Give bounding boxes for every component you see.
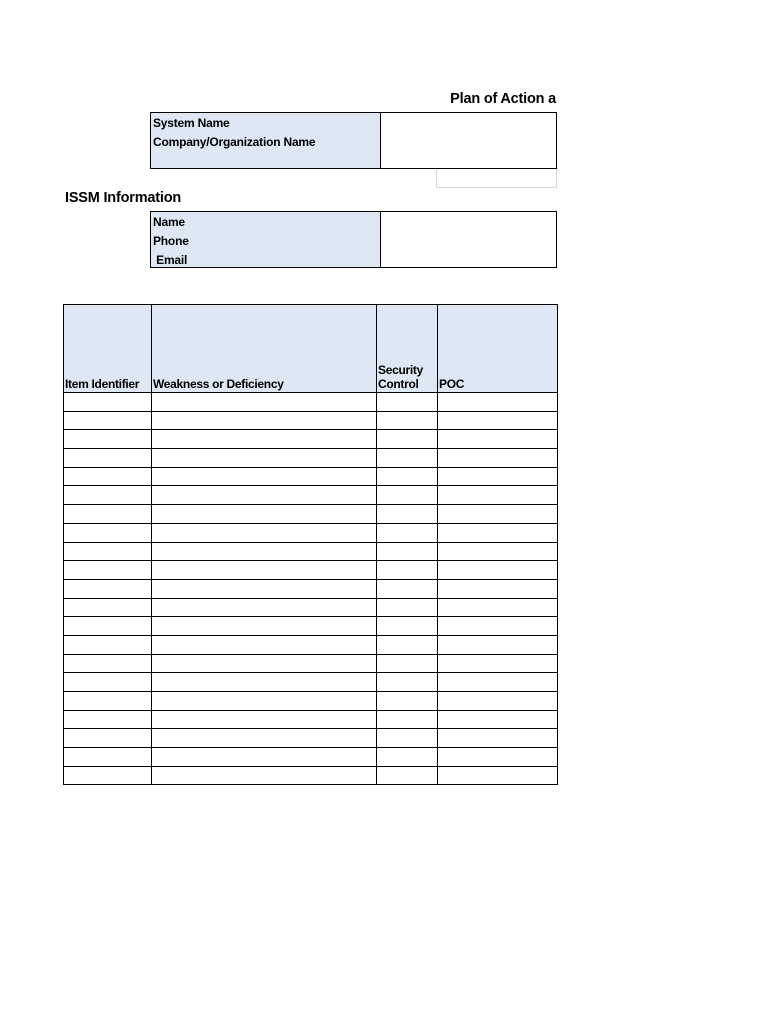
- cell-weakness[interactable]: [152, 561, 377, 580]
- cell-item-identifier[interactable]: [64, 505, 152, 524]
- cell-weakness[interactable]: [152, 654, 377, 673]
- table-row: [64, 579, 558, 598]
- cell-item-identifier[interactable]: [64, 598, 152, 617]
- table-row: [64, 729, 558, 748]
- system-info-box: [150, 112, 557, 169]
- system-info-value-cell[interactable]: [381, 113, 556, 168]
- table-row: [64, 561, 558, 580]
- issm-email-label: Email: [153, 253, 188, 267]
- cell-weakness[interactable]: [152, 766, 377, 785]
- cell-weakness[interactable]: [152, 748, 377, 767]
- cell-poc[interactable]: [438, 692, 558, 711]
- cell-poc[interactable]: [438, 766, 558, 785]
- cell-poc[interactable]: [438, 635, 558, 654]
- cell-security-control[interactable]: [377, 505, 438, 524]
- cell-poc[interactable]: [438, 430, 558, 449]
- cell-poc[interactable]: [438, 617, 558, 636]
- column-header-security-control: Security Control: [377, 305, 438, 393]
- issm-section-title: ISSM Information: [65, 190, 182, 206]
- cell-item-identifier[interactable]: [64, 542, 152, 561]
- cell-poc[interactable]: [438, 467, 558, 486]
- cell-security-control[interactable]: [377, 692, 438, 711]
- issm-info-value-cell[interactable]: [381, 212, 556, 267]
- cell-security-control[interactable]: [377, 486, 438, 505]
- cell-poc[interactable]: [438, 505, 558, 524]
- issm-info-labels: [151, 212, 381, 267]
- cell-item-identifier[interactable]: [64, 729, 152, 748]
- cell-poc[interactable]: [438, 542, 558, 561]
- cell-security-control[interactable]: [377, 523, 438, 542]
- table-row: [64, 467, 558, 486]
- cell-security-control[interactable]: [377, 449, 438, 468]
- table-row: [64, 393, 558, 412]
- cell-item-identifier[interactable]: [64, 673, 152, 692]
- cell-item-identifier[interactable]: [64, 710, 152, 729]
- table-row: [64, 766, 558, 785]
- cell-item-identifier[interactable]: [64, 561, 152, 580]
- cell-poc[interactable]: [438, 748, 558, 767]
- table-row: [64, 523, 558, 542]
- cell-weakness[interactable]: [152, 430, 377, 449]
- table-header-row: [64, 305, 558, 393]
- cell-poc[interactable]: [438, 710, 558, 729]
- cell-security-control[interactable]: [377, 635, 438, 654]
- table-row: [64, 710, 558, 729]
- cell-item-identifier[interactable]: [64, 430, 152, 449]
- cell-item-identifier[interactable]: [64, 449, 152, 468]
- cell-weakness[interactable]: [152, 710, 377, 729]
- cell-weakness[interactable]: [152, 542, 377, 561]
- table-row: [64, 673, 558, 692]
- table-row: [64, 505, 558, 524]
- cell-weakness[interactable]: [152, 692, 377, 711]
- column-header-weakness: Weakness or Deficiency: [152, 305, 377, 393]
- company-name-label: Company/Organization Name: [153, 135, 316, 149]
- auxiliary-cell[interactable]: [436, 169, 557, 188]
- cell-item-identifier[interactable]: [64, 635, 152, 654]
- issm-name-label: Name: [153, 215, 185, 229]
- table-row: [64, 430, 558, 449]
- issm-phone-label: Phone: [153, 234, 189, 248]
- system-name-label: System Name: [153, 116, 230, 130]
- table-row: [64, 748, 558, 767]
- cell-security-control[interactable]: [377, 411, 438, 430]
- cell-poc[interactable]: [438, 561, 558, 580]
- column-header-poc: POC: [438, 305, 558, 393]
- cell-poc[interactable]: [438, 673, 558, 692]
- table-row: [64, 449, 558, 468]
- cell-weakness[interactable]: [152, 673, 377, 692]
- system-info-labels: [151, 113, 381, 168]
- table-row: [64, 635, 558, 654]
- cell-poc[interactable]: [438, 579, 558, 598]
- poam-table: [63, 304, 558, 785]
- table-row: [64, 692, 558, 711]
- cell-poc[interactable]: [438, 598, 558, 617]
- cell-item-identifier[interactable]: [64, 579, 152, 598]
- cell-item-identifier[interactable]: [64, 617, 152, 636]
- cell-weakness[interactable]: [152, 579, 377, 598]
- cell-weakness[interactable]: [152, 523, 377, 542]
- cell-item-identifier[interactable]: [64, 393, 152, 412]
- table-row: [64, 486, 558, 505]
- document-title: Plan of Action a: [450, 91, 556, 107]
- cell-item-identifier[interactable]: [64, 692, 152, 711]
- cell-item-identifier[interactable]: [64, 523, 152, 542]
- cell-security-control[interactable]: [377, 766, 438, 785]
- cell-security-control[interactable]: [377, 579, 438, 598]
- cell-security-control[interactable]: [377, 710, 438, 729]
- cell-item-identifier[interactable]: [64, 411, 152, 430]
- cell-item-identifier[interactable]: [64, 748, 152, 767]
- cell-security-control[interactable]: [377, 654, 438, 673]
- cell-weakness[interactable]: [152, 486, 377, 505]
- cell-poc[interactable]: [438, 393, 558, 412]
- cell-security-control[interactable]: [377, 430, 438, 449]
- column-header-item-identifier: Item Identifier: [64, 305, 152, 393]
- cell-security-control[interactable]: [377, 467, 438, 486]
- cell-poc[interactable]: [438, 486, 558, 505]
- table-row: [64, 411, 558, 430]
- cell-security-control[interactable]: [377, 673, 438, 692]
- cell-weakness[interactable]: [152, 393, 377, 412]
- table-row: [64, 617, 558, 636]
- table-row: [64, 654, 558, 673]
- cell-poc[interactable]: [438, 729, 558, 748]
- issm-info-box: [150, 211, 557, 268]
- cell-security-control[interactable]: [377, 561, 438, 580]
- table-body: [64, 393, 558, 785]
- cell-item-identifier[interactable]: [64, 654, 152, 673]
- cell-security-control[interactable]: [377, 729, 438, 748]
- cell-weakness[interactable]: [152, 449, 377, 468]
- cell-weakness[interactable]: [152, 617, 377, 636]
- cell-poc[interactable]: [438, 449, 558, 468]
- cell-weakness[interactable]: [152, 411, 377, 430]
- cell-security-control[interactable]: [377, 748, 438, 767]
- cell-poc[interactable]: [438, 411, 558, 430]
- cell-poc[interactable]: [438, 654, 558, 673]
- cell-item-identifier[interactable]: [64, 467, 152, 486]
- cell-security-control[interactable]: [377, 542, 438, 561]
- cell-weakness[interactable]: [152, 635, 377, 654]
- cell-item-identifier[interactable]: [64, 486, 152, 505]
- cell-weakness[interactable]: [152, 505, 377, 524]
- cell-security-control[interactable]: [377, 617, 438, 636]
- table-row: [64, 542, 558, 561]
- cell-security-control[interactable]: [377, 598, 438, 617]
- cell-weakness[interactable]: [152, 598, 377, 617]
- cell-poc[interactable]: [438, 523, 558, 542]
- table-row: [64, 598, 558, 617]
- cell-weakness[interactable]: [152, 729, 377, 748]
- cell-security-control[interactable]: [377, 393, 438, 412]
- cell-item-identifier[interactable]: [64, 766, 152, 785]
- cell-weakness[interactable]: [152, 467, 377, 486]
